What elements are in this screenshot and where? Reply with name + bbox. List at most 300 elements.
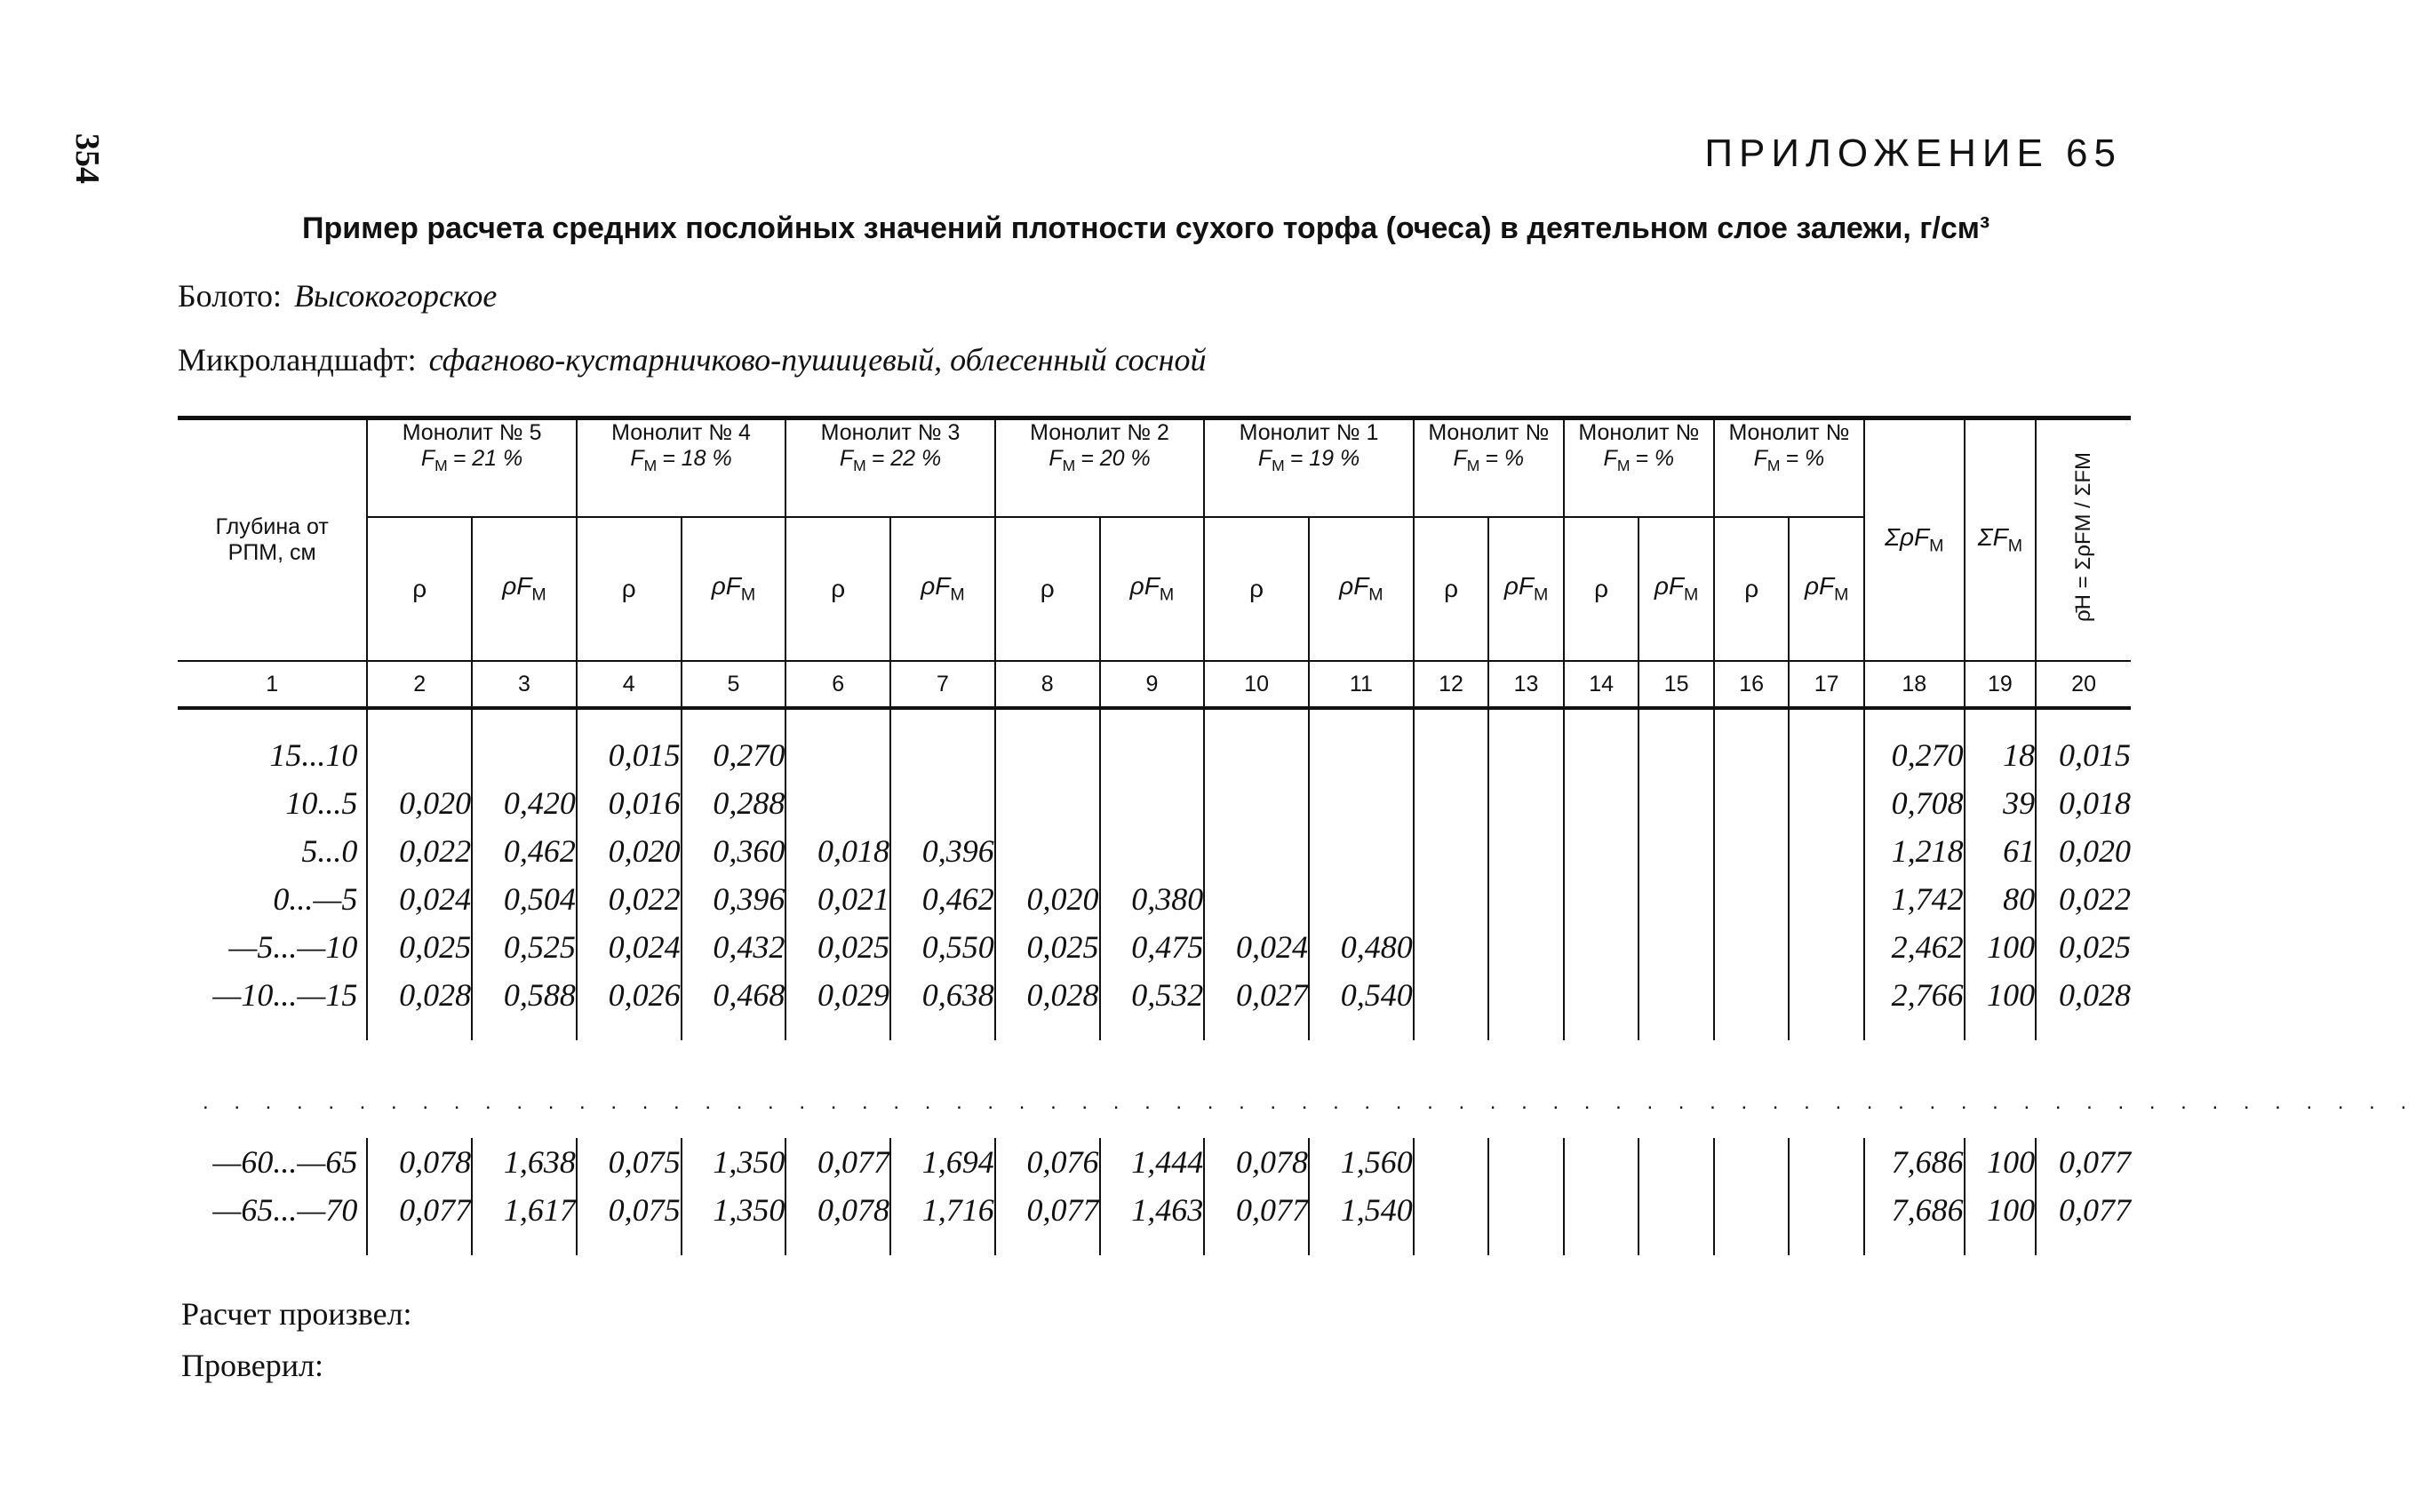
table-row <box>178 923 2131 971</box>
value-cell <box>1714 1138 1790 1186</box>
value-cell: 0,075 <box>577 1186 682 1234</box>
rhofm-subheader <box>1100 517 1205 661</box>
sum-rhofm-sub: М <box>1929 537 1944 557</box>
spacer-cell <box>2036 1234 2131 1255</box>
value-cell <box>1789 779 1864 827</box>
value-cell: 0,022 <box>2036 875 2131 923</box>
rho-subheader <box>367 517 472 661</box>
value-cell <box>1414 827 1489 875</box>
spacer-cell <box>995 1234 1100 1255</box>
value-cell: 1,638 <box>472 1138 577 1186</box>
depth-cell: 0...—5 <box>273 881 358 917</box>
value-cell <box>1309 875 1414 923</box>
value-cell <box>1414 971 1489 1019</box>
rhofm-main: ρF <box>1654 572 1685 601</box>
value-cell <box>1309 779 1414 827</box>
value-cell: 0,504 <box>472 875 577 923</box>
column-number: 2 <box>367 661 472 708</box>
value-cell: 100 <box>1965 1186 2037 1234</box>
value-cell <box>1414 875 1489 923</box>
column-number: 14 <box>1564 661 1639 708</box>
monolith-fm <box>1565 446 1713 474</box>
value-cell: 7,686 <box>1864 1186 1965 1234</box>
value-cell: 0,021 <box>785 875 890 923</box>
monolith-header <box>785 418 994 518</box>
column-number: 13 <box>1488 661 1564 708</box>
monolith-name: Монолит № <box>1578 420 1700 445</box>
value-cell: 0,432 <box>682 923 786 971</box>
value-cell: 0,360 <box>682 827 786 875</box>
value-cell: 0,015 <box>577 731 682 779</box>
depth-cell: 10...5 <box>285 785 358 821</box>
rhofm-main: ρF <box>1339 572 1369 601</box>
rho-subheader <box>1564 517 1639 661</box>
spacer-cell <box>1564 708 1639 731</box>
spacer-cell <box>1204 1234 1309 1255</box>
column-number: 1 <box>178 661 367 708</box>
appendix-heading: ПРИЛОЖЕНИЕ 65 <box>1704 131 2122 175</box>
value-cell: 0,076 <box>995 1138 1100 1186</box>
value-cell <box>1789 827 1864 875</box>
value-cell <box>1564 1186 1639 1234</box>
spacer-cell <box>1789 1234 1864 1255</box>
table-row <box>178 875 2131 923</box>
rho-subheader <box>1204 517 1309 661</box>
value-cell <box>1714 971 1790 1019</box>
monolith-header <box>1414 418 1564 518</box>
value-cell: 0,028 <box>995 971 1100 1019</box>
table-row <box>178 1138 2131 1186</box>
rho-symbol: ρ <box>621 574 636 602</box>
monolith-name: Монолит № 3 <box>820 420 961 445</box>
spacer-cell <box>1789 708 1864 731</box>
fm-symbol: F <box>1603 445 1617 471</box>
ellipsis-dots: . . . . . . . . . . . . . . . . . . . . . . . . . . . . . . . . . . . . . . . . . . . . . . . . . . . . . . . . . . . . . . . . . . . . . . . <box>203 1090 2416 1114</box>
value-cell <box>890 779 995 827</box>
value-cell <box>1488 779 1564 827</box>
value-cell <box>1488 1138 1564 1186</box>
rhofm <box>1129 572 1175 606</box>
column-number: 12 <box>1414 661 1489 708</box>
value-cell <box>1204 731 1309 779</box>
spacer-cell <box>367 708 472 731</box>
value-cell <box>1639 923 1714 971</box>
column-numbers-row <box>178 661 2131 708</box>
spacer-cell <box>1564 1019 1639 1040</box>
fm-subscript: М <box>1466 456 1480 474</box>
fm-value: = % <box>1485 445 1525 471</box>
monolith-fm <box>578 446 785 474</box>
spacer-cell <box>890 1019 995 1040</box>
depth-cell: —5...—10 <box>228 929 358 965</box>
value-cell <box>1639 731 1714 779</box>
rhofm-subheader <box>1488 517 1564 661</box>
rhofm-subheader <box>1639 517 1714 661</box>
value-cell <box>785 731 890 779</box>
value-cell <box>1789 1186 1864 1234</box>
fm-subscript: М <box>1062 456 1076 474</box>
spacer-cell <box>785 1234 890 1255</box>
fm-symbol: F <box>1257 445 1272 471</box>
ellipsis-cell <box>178 1067 2416 1138</box>
value-cell <box>1789 971 1864 1019</box>
table-header <box>178 418 2131 709</box>
value-cell: 1,560 <box>1309 1138 1414 1186</box>
value-cell: 1,694 <box>890 1138 995 1186</box>
monolith-name: Монолит № <box>1428 420 1550 445</box>
spacer-cell <box>1100 1234 1205 1255</box>
fm-value: = % <box>1785 445 1825 471</box>
value-cell: 0,025 <box>995 923 1100 971</box>
rhofm-subheader <box>890 517 995 661</box>
spacer-cell <box>2036 708 2131 731</box>
value-cell: 0,420 <box>472 779 577 827</box>
rho-symbol: ρ <box>1444 574 1458 602</box>
value-cell: 0,077 <box>785 1138 890 1186</box>
value-cell <box>1564 779 1639 827</box>
monolith-name: Монолит № 5 <box>402 420 542 445</box>
value-cell: 0,077 <box>995 1186 1100 1234</box>
spacer-cell <box>1414 1234 1489 1255</box>
value-cell <box>472 731 577 779</box>
value-cell <box>1414 1138 1489 1186</box>
value-cell: 2,462 <box>1864 923 1965 971</box>
monolith-header <box>995 418 1204 518</box>
rhofm-sub: М <box>1159 585 1175 606</box>
sum-fm-main: ΣF <box>1977 523 2008 552</box>
column-number: 15 <box>1639 661 1714 708</box>
value-cell: 0,025 <box>785 923 890 971</box>
rhofm <box>711 572 756 606</box>
table-row <box>178 1186 2131 1234</box>
depth-header: Глубина от РПМ, см <box>178 418 367 662</box>
spacer-cell <box>2036 1019 2131 1040</box>
depth-cell: 15...10 <box>269 737 358 773</box>
value-cell: 0,025 <box>367 923 472 971</box>
value-cell: 1,218 <box>1864 827 1965 875</box>
depth-cell: —60...—65 <box>212 1144 358 1180</box>
column-number: 6 <box>785 661 890 708</box>
value-cell: 61 <box>1965 827 2037 875</box>
column-number: 9 <box>1100 661 1205 708</box>
fm-value: = 19 % <box>1289 445 1360 471</box>
spacer-cell <box>1414 1019 1489 1040</box>
rhofm-main: ρF <box>1804 572 1835 601</box>
column-number: 11 <box>1309 661 1414 708</box>
value-cell: 7,686 <box>1864 1138 1965 1186</box>
spacer-cell <box>1100 1019 1205 1040</box>
rho-subheader <box>1714 517 1790 661</box>
rhofm <box>921 572 965 606</box>
monolith-header <box>1714 418 1864 518</box>
value-cell: 0,020 <box>577 827 682 875</box>
value-cell: 0,270 <box>682 731 786 779</box>
value-cell: 0,396 <box>890 827 995 875</box>
value-cell <box>1714 779 1790 827</box>
value-cell <box>1204 875 1309 923</box>
value-cell <box>1564 827 1639 875</box>
value-cell <box>1714 875 1790 923</box>
value-cell: 0,396 <box>682 875 786 923</box>
monolith-fm <box>1715 446 1863 474</box>
value-cell <box>1414 1186 1489 1234</box>
value-cell: 0,018 <box>785 827 890 875</box>
table-row <box>178 731 2131 779</box>
column-number: 3 <box>472 661 577 708</box>
spacer-cell <box>1564 1234 1639 1255</box>
spacer-cell <box>577 1019 682 1040</box>
value-cell: 0,025 <box>2036 923 2131 971</box>
spacer-cell <box>472 1019 577 1040</box>
fm-value: = 22 % <box>871 445 942 471</box>
monolith-fm <box>1205 446 1412 474</box>
rhofm <box>1804 572 1849 606</box>
spacer-cell <box>1789 1019 1864 1040</box>
value-cell <box>995 731 1100 779</box>
value-cell: 0,018 <box>2036 779 2131 827</box>
value-cell: 0,020 <box>995 875 1100 923</box>
spacer-cell <box>1714 1234 1790 1255</box>
header-row-groups <box>178 418 2131 518</box>
value-cell <box>1639 971 1714 1019</box>
spacer-cell <box>1414 708 1489 731</box>
value-cell: 0,020 <box>367 779 472 827</box>
column-number: 17 <box>1789 661 1864 708</box>
value-cell <box>1639 1186 1714 1234</box>
value-cell <box>1204 827 1309 875</box>
rhofm-subheader <box>472 517 577 661</box>
value-cell <box>1564 731 1639 779</box>
monolith-name: Монолит № 4 <box>611 420 751 445</box>
value-cell <box>1309 731 1414 779</box>
rhofm <box>1654 572 1699 606</box>
value-cell: 0,380 <box>1100 875 1205 923</box>
value-cell <box>785 779 890 827</box>
value-cell <box>1414 923 1489 971</box>
sum-fm <box>1977 523 2023 557</box>
value-cell: 0,077 <box>2036 1186 2131 1234</box>
spacer-cell <box>1714 1019 1790 1040</box>
value-cell: 100 <box>1965 923 2037 971</box>
monolith-fm <box>996 446 1203 474</box>
value-cell <box>1714 923 1790 971</box>
spacer-cell <box>1204 708 1309 731</box>
spacer-cell <box>890 1234 995 1255</box>
spacer-cell <box>785 1019 890 1040</box>
value-cell: 80 <box>1965 875 2037 923</box>
column-number: 5 <box>682 661 786 708</box>
fm-value: = % <box>1635 445 1675 471</box>
value-cell <box>1564 875 1639 923</box>
value-cell: 0,468 <box>682 971 786 1019</box>
value-cell: 0,588 <box>472 971 577 1019</box>
value-cell: 0,016 <box>577 779 682 827</box>
rhofm-main: ρF <box>921 572 951 601</box>
value-cell <box>1488 731 1564 779</box>
bog-line <box>178 277 497 314</box>
spacer-cell <box>472 1234 577 1255</box>
page-number: 354 <box>68 133 106 184</box>
value-cell: 0,027 <box>1204 971 1309 1019</box>
value-cell <box>1488 875 1564 923</box>
value-cell: 1,617 <box>472 1186 577 1234</box>
rho-symbol: ρ <box>831 574 846 602</box>
column-number: 16 <box>1714 661 1790 708</box>
value-cell: 0,462 <box>472 827 577 875</box>
value-cell: 1,742 <box>1864 875 1965 923</box>
value-cell: 0,029 <box>785 971 890 1019</box>
value-cell: 0,024 <box>1204 923 1309 971</box>
value-cell <box>1100 779 1205 827</box>
spacer-cell <box>1864 1019 1965 1040</box>
separator-cell <box>178 1040 2131 1067</box>
spacer-cell <box>1309 1234 1414 1255</box>
value-cell <box>367 731 472 779</box>
value-cell: 0,462 <box>890 875 995 923</box>
value-cell: 0,024 <box>577 923 682 971</box>
rhofm-sub: М <box>950 585 965 606</box>
spacer-cell <box>682 1019 786 1040</box>
monolith-header <box>1564 418 1714 518</box>
spacer-cell <box>577 1234 682 1255</box>
value-cell <box>1714 731 1790 779</box>
value-cell: 0,525 <box>472 923 577 971</box>
rhofm-sub: М <box>1368 585 1383 606</box>
depth-cell: —65...—70 <box>212 1192 358 1228</box>
spacer-cell <box>1864 708 1965 731</box>
value-cell: 0,028 <box>2036 971 2131 1019</box>
value-cell: 1,716 <box>890 1186 995 1234</box>
value-cell <box>1714 827 1790 875</box>
rho-symbol: ρ <box>1744 574 1759 602</box>
fm-symbol: F <box>1049 445 1063 471</box>
monolith-fm <box>1415 446 1563 474</box>
value-cell: 1,444 <box>1100 1138 1205 1186</box>
value-cell <box>1100 731 1205 779</box>
rho-symbol: ρ <box>1594 574 1609 602</box>
value-cell <box>1488 971 1564 1019</box>
rho-subheader <box>1414 517 1489 661</box>
spacer-cell <box>1488 1234 1564 1255</box>
value-cell <box>1789 923 1864 971</box>
value-cell: 0,077 <box>1204 1186 1309 1234</box>
density-table <box>178 416 2416 1255</box>
fm-value: = 21 % <box>452 445 523 471</box>
rho-symbol: ρ <box>412 574 427 602</box>
microlandscape-value: сфагново-кустарничково-пушицевый, облесенный сосной <box>428 342 1207 378</box>
sum-fm-header <box>1965 418 2037 662</box>
spacer-cell <box>1714 708 1790 731</box>
fm-subscript: М <box>1766 456 1781 474</box>
value-cell <box>1564 923 1639 971</box>
fm-symbol: F <box>1753 445 1767 471</box>
value-cell <box>1414 779 1489 827</box>
value-cell: 0,015 <box>2036 731 2131 779</box>
value-cell: 0,475 <box>1100 923 1205 971</box>
rhofm-subheader <box>682 517 786 661</box>
value-cell <box>995 779 1100 827</box>
table-row <box>178 827 2131 875</box>
rhofm-sub: М <box>1684 585 1699 606</box>
column-number: 10 <box>1204 661 1309 708</box>
value-cell <box>1639 1138 1714 1186</box>
spacer-cell <box>1639 1019 1714 1040</box>
rhofm-main: ρF <box>1129 572 1160 601</box>
spacer-cell <box>1309 708 1414 731</box>
calculated-by: Расчет произвел: <box>181 1296 412 1332</box>
value-cell: 1,350 <box>682 1138 786 1186</box>
value-cell <box>1564 1138 1639 1186</box>
monolith-name: Монолит № 2 <box>1030 420 1169 445</box>
column-number: 8 <box>995 661 1100 708</box>
value-cell: 2,766 <box>1864 971 1965 1019</box>
sum-rhofm-main: ΣρF <box>1885 523 1930 552</box>
value-cell <box>995 827 1100 875</box>
fm-symbol: F <box>1453 445 1467 471</box>
value-cell: 0,638 <box>890 971 995 1019</box>
rho-symbol: ρ <box>1249 574 1264 602</box>
value-cell: 1,540 <box>1309 1186 1414 1234</box>
rhofm-sub: М <box>1533 585 1549 606</box>
column-number: 4 <box>577 661 682 708</box>
rhofm-sub: М <box>1834 585 1849 606</box>
spacer-cell <box>1488 708 1564 731</box>
rhofm-main: ρF <box>502 572 532 601</box>
monolith-header <box>577 418 785 518</box>
value-cell: 100 <box>1965 1138 2037 1186</box>
spacer-cell <box>1309 1019 1414 1040</box>
depth-cell: 5...0 <box>301 833 358 869</box>
rhofm-subheader <box>1789 517 1864 661</box>
value-cell: 0,288 <box>682 779 786 827</box>
spacer-cell <box>178 1234 367 1255</box>
value-cell: 0,077 <box>2036 1138 2131 1186</box>
column-number: 19 <box>1965 661 2037 708</box>
spacer-cell <box>995 1019 1100 1040</box>
fm-value: = 20 % <box>1080 445 1151 471</box>
value-cell: 0,532 <box>1100 971 1205 1019</box>
value-cell <box>1488 923 1564 971</box>
spacer-cell <box>367 1234 472 1255</box>
rhofm-subheader <box>1309 517 1414 661</box>
sum-rhofm <box>1885 523 1944 557</box>
spacer-cell <box>1965 1234 2037 1255</box>
rhofm-sub: М <box>740 585 756 606</box>
rhofm-main: ρF <box>711 572 741 601</box>
spacer-cell <box>1639 708 1714 731</box>
monolith-fm <box>368 446 575 474</box>
spacer-cell <box>472 708 577 731</box>
fm-subscript: М <box>1272 456 1285 474</box>
value-cell: 0,020 <box>2036 827 2131 875</box>
value-cell <box>1639 827 1714 875</box>
spacer-cell <box>367 1019 472 1040</box>
rhofm <box>1503 572 1549 606</box>
ellipsis-row <box>178 1067 2131 1138</box>
fm-subscript: М <box>853 456 866 474</box>
value-cell: 0,480 <box>1309 923 1414 971</box>
monolith-header <box>367 418 576 518</box>
value-cell: 0,026 <box>577 971 682 1019</box>
spacer-cell <box>1488 1019 1564 1040</box>
value-cell: 0,077 <box>367 1186 472 1234</box>
average-density-header <box>2036 418 2131 662</box>
spacer-row <box>178 1019 2131 1040</box>
value-cell <box>1714 1186 1790 1234</box>
value-cell: 0,022 <box>367 827 472 875</box>
table-body <box>178 708 2416 1255</box>
spacer-cell <box>890 708 995 731</box>
